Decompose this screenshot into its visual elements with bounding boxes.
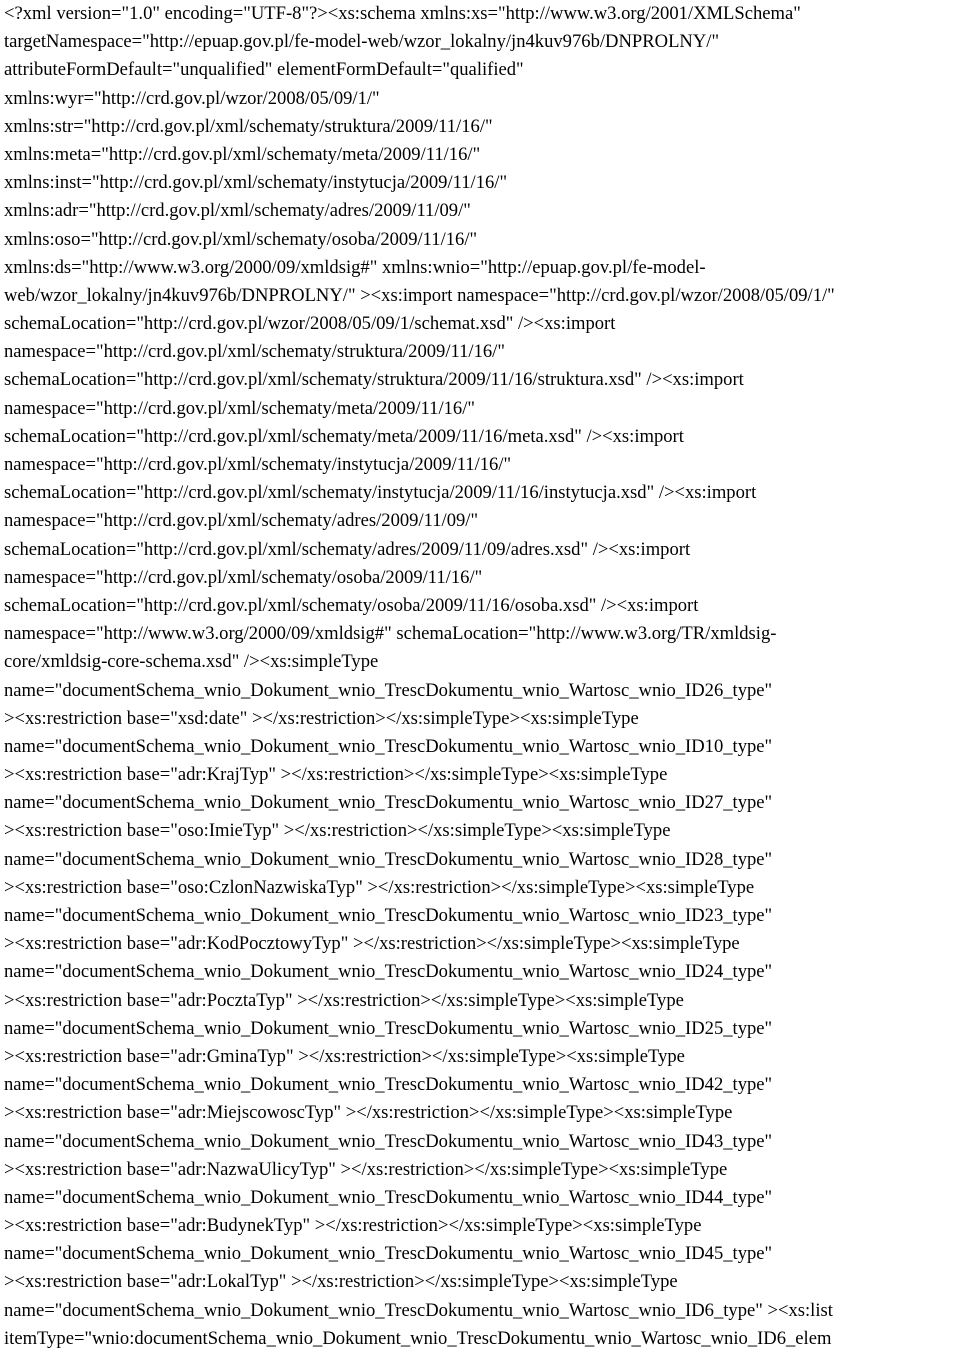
xml-schema-text (4, 0, 960, 1352)
text-line: schemaLocation="http://crd.gov.pl/wzor/2008/05/09/1/schemat.xsd" /><xs:import (4, 313, 616, 335)
text-line: xmlns:oso="http://crd.gov.pl/xml/schematy/osoba/2009/11/16/" (4, 228, 478, 250)
text-line: ><xs:restriction base="oso:ImieTyp" ></xs:restriction></xs:simpleType><xs:simpleType (4, 820, 671, 842)
text-line: web/wzor_lokalny/jn4kuv976b/DNPROLNY/" ><xs:import namespace="http://crd.gov.pl/wzor/2008/05/09/1/" (4, 284, 835, 306)
text-line: ><xs:restriction base="adr:KodPocztowyTyp" ></xs:restriction></xs:simpleType><xs:simpleType (4, 933, 740, 955)
text-line: name="documentSchema_wnio_Dokument_wnio_TrescDokumentu_wnio_Wartosc_wnio_ID43_type" (4, 1130, 773, 1152)
text-line: <?xml version="1.0" encoding="UTF-8"?><xs:schema xmlns:xs="http://www.w3.org/2001/XMLSchema" (4, 3, 801, 24)
text-line: namespace="http://crd.gov.pl/xml/schematy/adres/2009/11/09/" (4, 510, 479, 532)
text-line: schemaLocation="http://crd.gov.pl/xml/schematy/struktura/2009/11/16/struktura.xsd" /><xs:import (4, 369, 744, 391)
text-line: xmlns:wyr="http://crd.gov.pl/wzor/2008/05/09/1/" (4, 87, 380, 109)
text-line: xmlns:str="http://crd.gov.pl/xml/schematy/struktura/2009/11/16/" (4, 115, 493, 137)
text-line: name="documentSchema_wnio_Dokument_wnio_TrescDokumentu_wnio_Wartosc_wnio_ID28_type" (4, 848, 773, 870)
text-line: name="documentSchema_wnio_Dokument_wnio_TrescDokumentu_wnio_Wartosc_wnio_ID6_type" ><xs:list (4, 1299, 833, 1321)
text-line: schemaLocation="http://crd.gov.pl/xml/schematy/meta/2009/11/16/meta.xsd" /><xs:import (4, 425, 684, 447)
text-line: ><xs:restriction base="adr:LokalTyp" ></xs:restriction></xs:simpleType><xs:simpleType (4, 1271, 678, 1293)
text-line: name="documentSchema_wnio_Dokument_wnio_TrescDokumentu_wnio_Wartosc_wnio_ID24_type" (4, 961, 773, 983)
text-line: name="documentSchema_wnio_Dokument_wnio_TrescDokumentu_wnio_Wartosc_wnio_ID45_type" (4, 1243, 773, 1265)
text-line: ><xs:restriction base="adr:KrajTyp" ></xs:restriction></xs:simpleType><xs:simpleType (4, 764, 668, 786)
text-line: ><xs:restriction base="oso:CzlonNazwiskaTyp" ></xs:restriction></xs:simpleType><xs:simpleType (4, 876, 755, 898)
text-line: name="documentSchema_wnio_Dokument_wnio_TrescDokumentu_wnio_Wartosc_wnio_ID23_type" (4, 905, 773, 926)
text-line: itemType="wnio:documentSchema_wnio_Dokument_wnio_TrescDokumentu_wnio_Wartosc_wnio_ID6_elem (4, 1327, 832, 1349)
text-line: core/xmldsig-core-schema.xsd" /><xs:simpleType (4, 651, 379, 673)
text-line: name="documentSchema_wnio_Dokument_wnio_TrescDokumentu_wnio_Wartosc_wnio_ID25_type" (4, 1017, 773, 1039)
text-line: namespace="http://crd.gov.pl/xml/schematy/struktura/2009/11/16/" (4, 341, 505, 363)
text-line: ><xs:restriction base="adr:NazwaUlicyTyp" ></xs:restriction></xs:simpleType><xs:simpleType (4, 1158, 728, 1180)
text-line: ><xs:restriction base="xsd:date" ></xs:restriction></xs:simpleType><xs:simpleType (4, 707, 639, 729)
text-line: schemaLocation="http://crd.gov.pl/xml/schematy/instytucja/2009/11/16/instytucja.xsd" /><xs:import (4, 482, 757, 504)
text-line: namespace="http://www.w3.org/2000/09/xmldsig#" schemaLocation="http://www.w3.org/TR/xmldsig- (4, 623, 777, 645)
text-line: targetNamespace="http://epuap.gov.pl/fe-model-web/wzor_lokalny/jn4kuv976b/DNPROLNY/" (4, 31, 720, 53)
text-line: namespace="http://crd.gov.pl/xml/schematy/osoba/2009/11/16/" (4, 566, 483, 588)
text-line: xmlns:meta="http://crd.gov.pl/xml/schematy/meta/2009/11/16/" (4, 143, 481, 165)
text-line: xmlns:ds="http://www.w3.org/2000/09/xmldsig#" xmlns:wnio="http://epuap.gov.pl/fe-model- (4, 256, 706, 278)
text-line: namespace="http://crd.gov.pl/xml/schematy/meta/2009/11/16/" (4, 397, 475, 419)
text-line: xmlns:adr="http://crd.gov.pl/xml/schematy/adres/2009/11/09/" (4, 200, 471, 222)
text-line: ><xs:restriction base="adr:BudynekTyp" ></xs:restriction></xs:simpleType><xs:simpleType (4, 1215, 702, 1237)
text-line: ><xs:restriction base="adr:GminaTyp" ></xs:restriction></xs:simpleType><xs:simpleType (4, 1045, 685, 1067)
text-line: name="documentSchema_wnio_Dokument_wnio_TrescDokumentu_wnio_Wartosc_wnio_ID44_type" (4, 1186, 773, 1208)
text-line: schemaLocation="http://crd.gov.pl/xml/schematy/osoba/2009/11/16/osoba.xsd" /><xs:import (4, 594, 699, 616)
text-line: schemaLocation="http://crd.gov.pl/xml/schematy/adres/2009/11/09/adres.xsd" /><xs:import (4, 538, 691, 560)
text-line: ><xs:restriction base="adr:PocztaTyp" ></xs:restriction></xs:simpleType><xs:simpleType (4, 989, 684, 1011)
text-line: xmlns:inst="http://crd.gov.pl/xml/schematy/instytucja/2009/11/16/" (4, 172, 508, 194)
text-line: name="documentSchema_wnio_Dokument_wnio_TrescDokumentu_wnio_Wartosc_wnio_ID10_type" (4, 735, 773, 757)
text-line: name="documentSchema_wnio_Dokument_wnio_TrescDokumentu_wnio_Wartosc_wnio_ID27_type" (4, 792, 773, 814)
text-line: namespace="http://crd.gov.pl/xml/schematy/instytucja/2009/11/16/" (4, 454, 512, 475)
text-line: attributeFormDefault="unqualified" elementFormDefault="qualified" (4, 59, 524, 81)
text-line: ><xs:restriction base="adr:MiejscowoscTyp" ></xs:restriction></xs:simpleType><xs:simpleType (4, 1102, 733, 1124)
text-line: name="documentSchema_wnio_Dokument_wnio_TrescDokumentu_wnio_Wartosc_wnio_ID42_type" (4, 1074, 773, 1096)
text-line: name="documentSchema_wnio_Dokument_wnio_TrescDokumentu_wnio_Wartosc_wnio_ID26_type" (4, 679, 773, 701)
